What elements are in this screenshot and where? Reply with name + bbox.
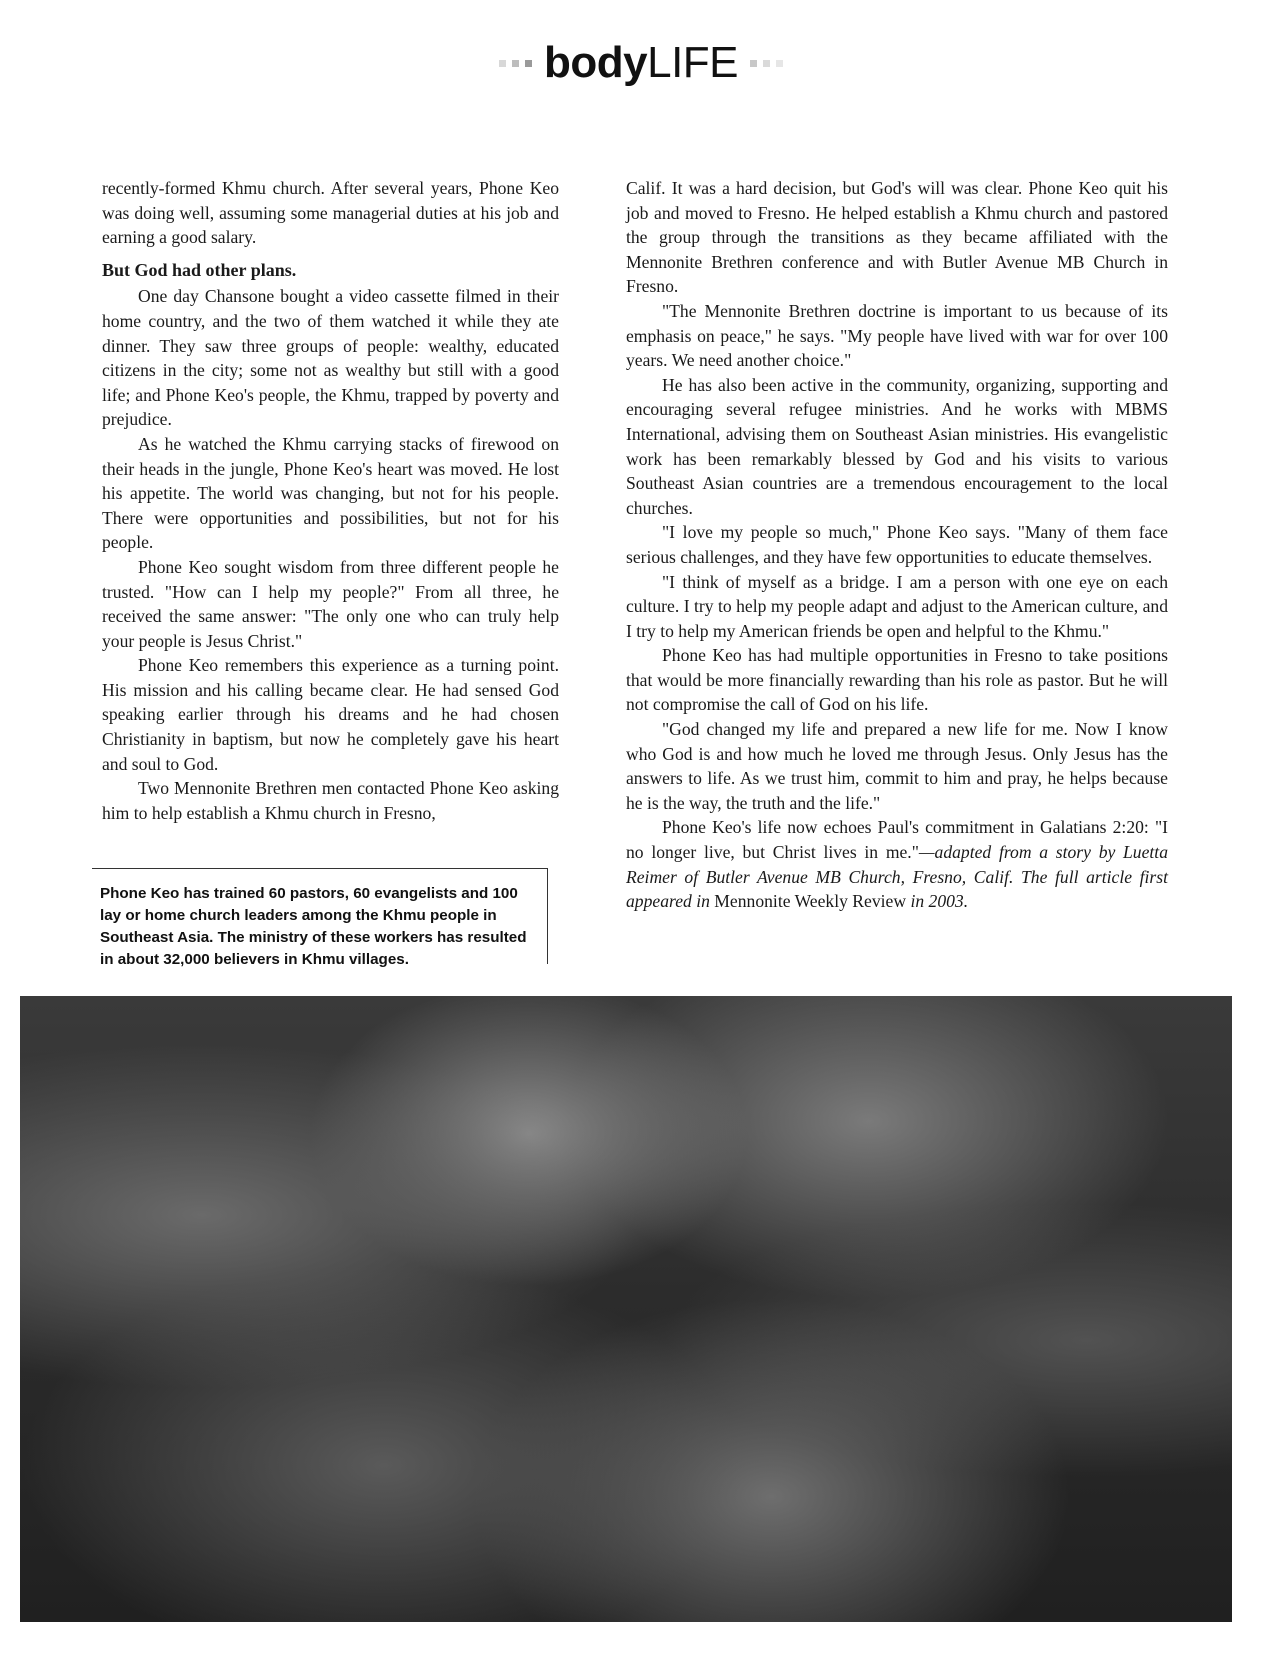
paragraph: recently-formed Khmu church. After several years, Phone Keo was doing well, assuming some managerial duties at his job and earning a good salary. xyxy=(102,178,559,248)
closing-paragraph xyxy=(626,815,1168,913)
section-title xyxy=(543,38,739,87)
header-dots-right xyxy=(750,60,783,67)
credit-line: —adapted from a story by Luetta Reimer of Butler Avenue MB Church, Fresno, Calif. The full article first appeared in xyxy=(626,842,1168,912)
article-column-right xyxy=(626,176,1168,914)
header-dots-left xyxy=(499,60,532,67)
callout-text: Phone Keo has trained 60 pastors, 60 evangelists and 100 lay or home church leaders among the Khmu people in Southeast Asia. The ministry of these workers has resulted in about 32,000 believers in Khmu villages. xyxy=(100,885,527,968)
paragraph: As he watched the Khmu carrying stacks of firewood on their heads in the jungle, Phone Keo's heart was moved. He lost his appetite. The world was changing, but not for his people. There were opportunities and possibilities, but not for his people. xyxy=(102,433,559,553)
section-title-bold: body xyxy=(543,38,648,87)
paragraph: Calif. It was a hard decision, but God's will was clear. Phone Keo quit his job and moved to Fresno. He helped establish a Khmu church and pastored the group through the transitions as they became affiliated with the Mennonite Brethren conference and with Butler Avenue MB Church in Fresno. xyxy=(626,178,1168,297)
section-title-light: LIFE xyxy=(647,38,739,87)
paragraph: Two Mennonite Brethren men contacted Phone Keo asking him to help establish a Khmu church in Fresno, xyxy=(102,778,559,823)
article-column-left xyxy=(102,176,559,825)
paragraph: Phone Keo has had multiple opportunities in Fresno to take positions that would be more financially rewarding than his role as pastor. But he will not compromise the call of God on his life. xyxy=(626,645,1168,715)
section-header xyxy=(0,38,1282,88)
subheading: But God had other plans. xyxy=(102,259,297,280)
children-photo xyxy=(20,996,1232,1622)
paragraph: "I think of myself as a bridge. I am a person with one eye on each culture. I try to help my people adapt and adjust to the American culture, and I try to help my American friends be open and helpful to the Khmu." xyxy=(626,571,1168,641)
paragraph: Phone Keo remembers this experience as a turning point. His mission and his calling became clear. He had sensed God speaking earlier through his dreams and he had chosen Christianity in baptism, but now he completely gave his heart and soul to God. xyxy=(102,655,559,774)
credit-year: in 2003. xyxy=(910,891,969,912)
pull-quote-callout xyxy=(92,868,548,968)
paragraph: He has also been active in the community, organizing, supporting and encouraging several refugee ministries. And he works with MBMS International, advising them on Southeast Asian ministries. His evangelistic work has been remarkably blessed by God and his visits to various Southeast Asian countries are a tremendous encouragement to the local churches. xyxy=(626,374,1168,518)
closing-lead: Phone Keo's life now echoes Paul's commitment in Galatians 2:20: "I no longer live, but Christ lives in me." xyxy=(626,817,1168,863)
paragraph: Phone Keo sought wisdom from three different people he trusted. "How can I help my people?" From all three, he received the same answer: "The only one who can truly help your people is Jesus Christ." xyxy=(102,556,559,651)
paragraph: One day Chansone bought a video cassette filmed in their home country, and the two of them watched it while they ate dinner. They saw three groups of people: wealthy, educated citizens in the city; some not as wealthy but still with a good life; and Phone Keo's people, the Khmu, trapped by poverty and prejudice. xyxy=(102,286,559,430)
paragraph: "The Mennonite Brethren doctrine is important to us because of its emphasis on peace," he says. "My people have lived with war for over 100 years. We need another choice." xyxy=(626,300,1168,371)
paragraph: "God changed my life and prepared a new life for me. Now I know who God is and how much he loved me through Jesus. Only Jesus has the answers to life. As we trust him, commit to him and pray, he helps because he is the way, the truth and the life." xyxy=(626,719,1168,813)
paragraph: "I love my people so much," Phone Keo says. "Many of them face serious challenges, and they have few opportunities to educate themselves. xyxy=(626,522,1168,567)
publication-name: Mennonite Weekly Review xyxy=(709,891,911,912)
